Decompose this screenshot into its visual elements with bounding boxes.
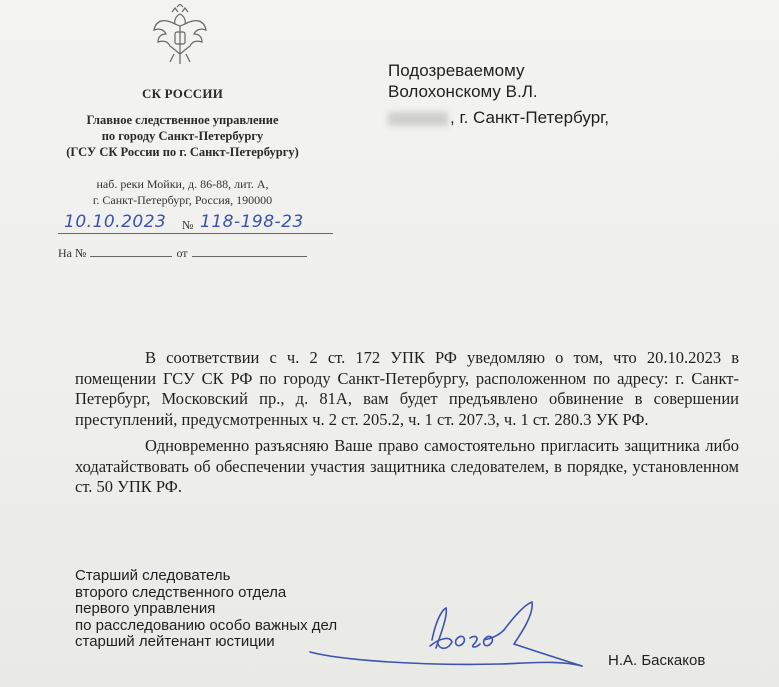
handwritten-signature-icon	[300, 600, 600, 680]
signatory-title-line2: второго следственного отдела	[75, 583, 287, 601]
addressee-address	[388, 108, 609, 128]
addressee-city: , г. Санкт-Петербург,	[450, 108, 609, 127]
org-short-name: СК РОССИИ	[142, 86, 223, 101]
org-address-line1: наб. реки Мойки, д. 86-88, лит. А,	[96, 177, 269, 191]
registration-date: 10.10.2023	[64, 212, 167, 232]
registration-number-label: №	[182, 218, 194, 232]
signer-name: Н.А. Баскаков	[608, 652, 706, 669]
org-name-line1: Главное следственное управление	[86, 113, 279, 127]
addressee-block	[388, 60, 538, 102]
signatory-rank: старший лейтенант юстиции	[75, 633, 275, 650]
reply-reference-line	[58, 246, 307, 261]
reply-number-label: На №	[58, 246, 87, 260]
org-name-line2: по городу Санкт-Петербургу	[101, 129, 264, 143]
signatory-title-line4: по расследованию особо важных дел	[75, 616, 338, 634]
org-address-line2: г. Санкт-Петербург, Россия, 190000	[92, 193, 273, 207]
notice-paragraph-2: Одновременно разъясняю Ваше право самостоятельно пригласить защитника либо ходатайствовать об обеспечении участия защитника следователем, в порядке, установленном ст. 50 УПК РФ.	[75, 436, 739, 496]
registration-line	[58, 214, 338, 234]
org-name-line3: (ГСУ СК России по г. Санкт-Петербургу)	[66, 145, 299, 159]
reply-number-blank	[90, 256, 172, 257]
coat-of-arms-emblem-icon	[150, 4, 210, 66]
issuing-organization-block	[40, 86, 325, 208]
redacted-address	[388, 112, 448, 126]
addressee-name: Волохонскому В.Л.	[388, 82, 538, 101]
notice-body	[75, 348, 739, 504]
signatory-title-line1: Старший следователь	[75, 567, 231, 584]
notice-paragraph-1: В соответствии с ч. 2 ст. 172 УПК РФ уведомляю о том, что 20.10.2023 в помещении ГСУ СК РФ по городу Санкт-Петербургу, расположенном по адресу: г. Санкт-Петербург, Московский пр., д. 81А, вам будет предъявлено обвинение в совершении преступлений, предусмотренных ч. 2 ст. 205.2, ч. 1 ст. 207.3, ч. 1 ст. 280.3 УК РФ.	[75, 348, 739, 429]
addressee-role: Подозреваемому	[388, 61, 525, 80]
registration-number: 118-198-23	[200, 212, 304, 232]
signatory-title-block	[75, 568, 337, 651]
registration-underline	[58, 233, 333, 234]
reply-date-blank	[192, 256, 307, 257]
reply-from-label: от	[176, 246, 188, 260]
signatory-title-line3: первого управления	[75, 600, 216, 617]
